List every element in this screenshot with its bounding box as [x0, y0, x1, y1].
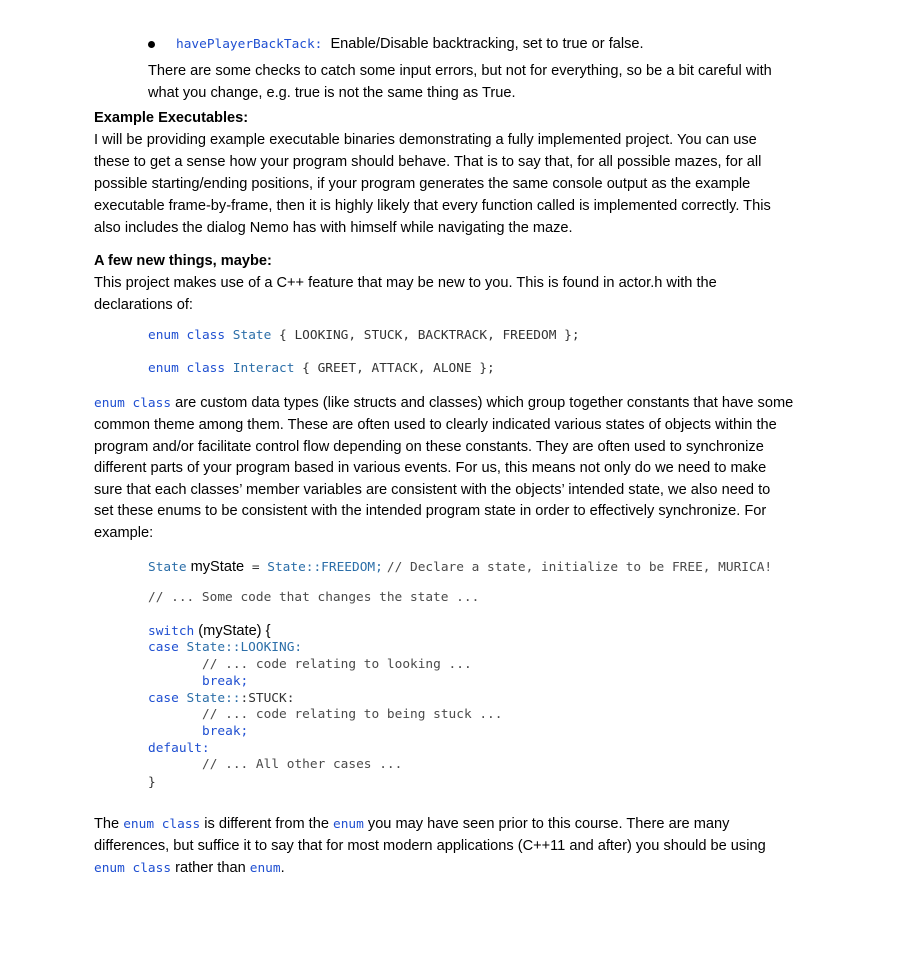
state-enum-body: { LOOKING, STUCK, BACKTRACK, FREEDOM };	[279, 328, 580, 343]
closing-text-2: is different from the	[200, 816, 334, 832]
option-description: Enable/Disable backtracking, set to true or false.	[330, 36, 644, 52]
explanation-line-2: common theme among them. These are often used to clearly indicated various states of objects within the	[94, 417, 777, 433]
code-case-keyword: case	[148, 691, 179, 706]
closing-line-1	[94, 814, 729, 835]
closing-text-1: The	[94, 816, 124, 832]
explanation-line-7: example:	[94, 525, 154, 541]
enum-interact-declaration	[148, 359, 495, 379]
closing-line-2: differences, but suffice it to say that for most modern applications (C++11 and after) you should be using	[94, 838, 766, 854]
state-type-name: State	[232, 328, 272, 343]
examples-line-3: possible starting/ending positions, if your program generates the same console output as the example	[94, 176, 751, 192]
examples-line-4: executable frame-by-frame, then it is highly likely that every function called is implemented correctly. This	[94, 198, 771, 214]
option-note-line-1: There are some checks to catch some input errors, but not for everything, so be a bit careful with	[148, 63, 772, 79]
code-comment-some-code: // ... Some code that changes the state ...	[148, 590, 480, 605]
explanation-line-4: different parts of your program based in various events. For us, this means not only do we need to make	[94, 460, 767, 476]
examples-heading: Example Executables:	[94, 110, 249, 126]
code-case-keyword: case	[148, 640, 179, 655]
code-break-1: break;	[202, 674, 249, 689]
inline-code-enum: enum	[249, 861, 281, 876]
code-declaration-line	[148, 557, 772, 578]
code-case-stuck-rest: :STUCK:	[240, 691, 295, 706]
option-note-line-2: what you change, e.g. true is not the same thing as True.	[148, 85, 516, 101]
code-default-label: default:	[148, 741, 210, 756]
closing-text-3: you may have seen prior to this course. There are many	[363, 816, 730, 832]
code-var-mystate: myState	[190, 559, 245, 575]
code-switch-arg: (myState) {	[198, 623, 271, 639]
explanation-line-6: set these enums to be consistent with the intended program state in order to effectively synchronize. For	[94, 503, 767, 519]
class-keyword: class	[186, 361, 226, 376]
new-things-heading: A few new things, maybe:	[94, 253, 272, 269]
enum-state-declaration	[148, 326, 580, 346]
code-close-brace: }	[148, 775, 156, 790]
code-comment-declare: // Declare a state, initialize to be FREE, MURICA!	[386, 560, 773, 575]
new-things-line-2: declarations of:	[94, 297, 193, 313]
new-things-line-1: This project makes use of a C++ feature that may be new to you. This is found in actor.h with the	[94, 275, 717, 291]
explanation-first-line-text: are custom data types (like structs and classes) which group together constants that have some	[171, 395, 794, 411]
bullet-dot	[148, 41, 155, 48]
code-value-freedom: State::FREEDOM;	[267, 560, 383, 575]
closing-text-5: .	[280, 860, 285, 876]
interact-type-name: Interact	[232, 361, 295, 376]
explanation-line-1	[94, 393, 793, 414]
code-comment-looking: // ... code relating to looking ...	[202, 657, 472, 672]
class-keyword: class	[186, 328, 226, 343]
enum-keyword: enum	[148, 328, 179, 343]
enum-keyword: enum	[148, 361, 179, 376]
code-equals: =	[244, 560, 268, 575]
code-comment-stuck: // ... code relating to being stuck ...	[202, 707, 503, 722]
closing-text-4: rather than	[171, 860, 250, 876]
option-line	[176, 34, 644, 55]
examples-line-5: also includes the dialog Nemo has with himself while navigating the maze.	[94, 220, 573, 236]
code-case-looking-label: State::LOOKING:	[186, 640, 303, 655]
inline-code-enum-class: enum class	[94, 861, 172, 876]
option-name: havePlayerBackTack:	[176, 37, 323, 52]
code-type-state: State	[148, 560, 187, 575]
code-comment-default: // ... All other cases ...	[202, 757, 403, 772]
inline-code-enum-class: enum class	[94, 396, 172, 411]
examples-line-1: I will be providing example executable binaries demonstrating a fully implemented project. You can use	[94, 132, 757, 148]
inline-code-enum: enum	[333, 817, 364, 832]
explanation-line-5: sure that each classes’ member variables are consistent with the objects’ intended state, we also need to	[94, 482, 771, 498]
code-switch-keyword: switch	[148, 624, 195, 639]
code-break-2: break;	[202, 724, 249, 739]
inline-code-enum-class: enum class	[123, 817, 201, 832]
closing-line-3	[94, 858, 285, 879]
interact-enum-body: { GREET, ATTACK, ALONE };	[302, 361, 495, 376]
explanation-line-3: program and/or facilitate control flow depending on these constants. They are often used to synchronize	[94, 439, 764, 455]
code-case-stuck-prefix: State::	[186, 691, 241, 706]
examples-line-2: these to get a sense how your program should behave. That is to say that, for all possible mazes, for all	[94, 154, 762, 170]
